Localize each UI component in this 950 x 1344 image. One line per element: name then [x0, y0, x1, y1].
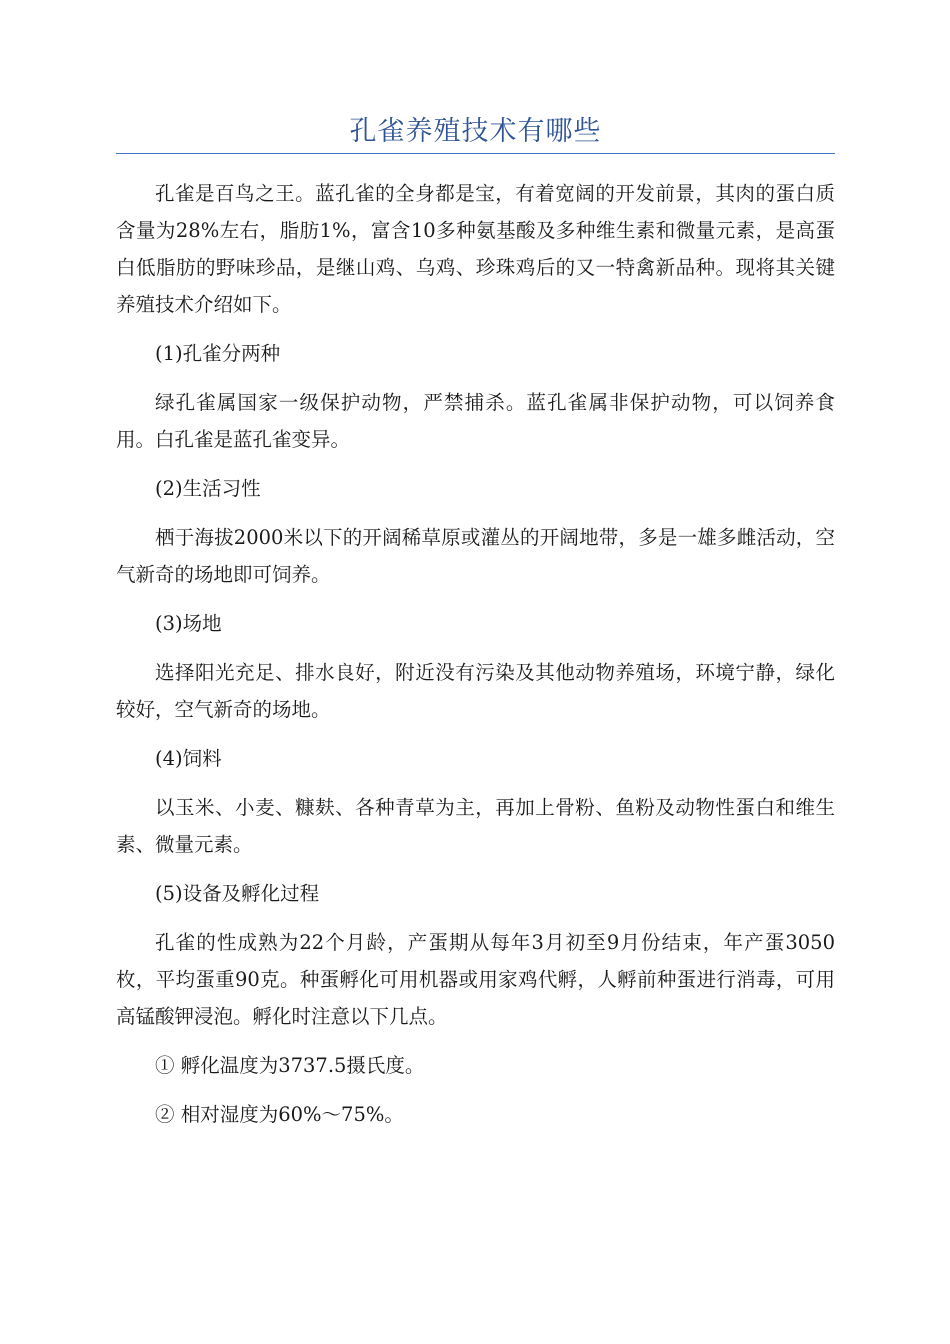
paragraph-incubation: 孔雀的性成熟为22个月龄，产蛋期从每年3月初至9月份结束，年产蛋3050枚，平均蛋重90克。种蛋孵化可用机器或用家鸡代孵，人孵前种蛋进行消毒，可用高锰酸钾浸泡。孵化时注意以下几点。 [116, 931, 835, 1028]
paragraph-intro: 孔雀是百鸟之王。蓝孔雀的全身都是宝，有着宽阔的开发前景，其肉的蛋白质含量为28%左右，脂肪1%，富含10多种氨基酸及多种维生素和微量元素，是高蛋白低脂肪的野味珍品，是继山鸡、乌鸡、珍珠鸡后的又一特禽新品种。现将其关键养殖技术介绍如下。 [116, 182, 835, 316]
list-item-humidity: ② 相对湿度为60%～75%。 [155, 1103, 404, 1126]
section-heading-5: (5)设备及孵化过程 [155, 882, 320, 905]
section-heading-4: (4)饲料 [155, 747, 222, 770]
title-underline [116, 153, 835, 154]
section-heading-3: (3)场地 [155, 612, 222, 635]
document-title: 孔雀养殖技术有哪些 [349, 116, 602, 147]
section-heading-1: (1)孔雀分两种 [155, 342, 281, 365]
list-item-temperature: ① 孵化温度为3737.5摄氏度。 [155, 1054, 425, 1077]
paragraph-species: 绿孔雀属国家一级保护动物，严禁捕杀。蓝孔雀属非保护动物，可以饲养食用。白孔雀是蓝孔雀变异。 [116, 391, 835, 451]
document-body [116, 175, 835, 1133]
section-heading-2: (2)生活习性 [155, 477, 261, 500]
paragraph-habits: 栖于海拔2000米以下的开阔稀草原或灌丛的开阔地带，多是一雄多雌活动，空气新奇的场地即可饲养。 [116, 526, 835, 586]
paragraph-site: 选择阳光充足、排水良好，附近没有污染及其他动物养殖场，环境宁静，绿化较好，空气新奇的场地。 [116, 661, 835, 721]
paragraph-feed: 以玉米、小麦、糠麸、各种青草为主，再加上骨粉、鱼粉及动物性蛋白和维生素、微量元素。 [116, 796, 835, 856]
